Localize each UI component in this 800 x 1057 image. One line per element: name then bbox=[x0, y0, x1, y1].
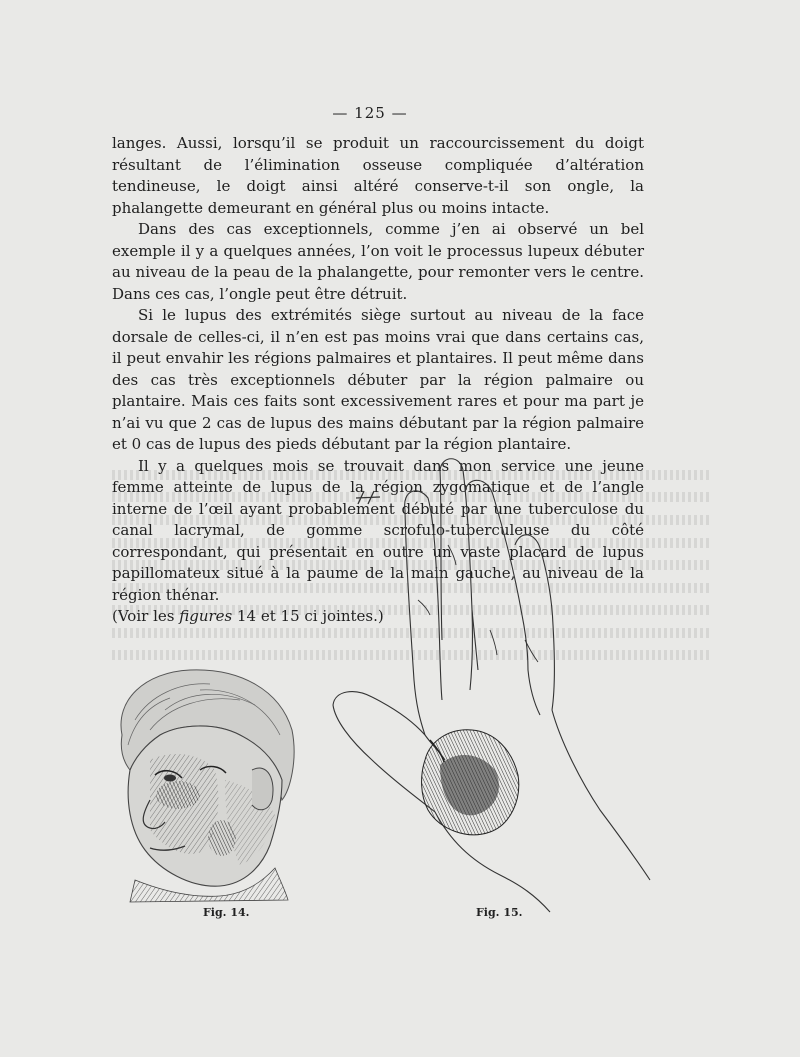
figure-15-caption: Fig. 15. bbox=[476, 906, 523, 919]
figure-reference-suffix: 14 et 15 ci jointes.) bbox=[232, 607, 384, 625]
paragraph-3: Si le lupus des extrémités siège surtout au niveau de la face dorsale de celles-ci, il n’en est pas moins vrai que dans certains cas, il peut envahir les régions palmaires et plantaires. Il peut même dans des cas très exceptionnels débuter par la région palmaire ou plantaire. Mais ces faits sont excessivement rares et pour ma part je n’ai vu que 2 cas de lupus des mains débutant par la région palmaire et 0 cas de lupus des pieds débutant par la région plantaire. bbox=[112, 306, 644, 453]
figure-14-caption: Fig. 14. bbox=[203, 906, 250, 919]
paragraph-4: Il y a quelques mois se trouvait dans mon service une jeune femme atteinte de lupus de la région zygomatique et de l’angle interne de l’œil ayant probablement débuté par une tuberculose du canal lacrymal, de gomme scrofulo-tuberculeuse du côté correspondant, qui présentait en outre un vaste placard de lupus papillomateux situé à la paume de la main gauche, au niveau de la région thénar. bbox=[112, 456, 644, 604]
figure-15-hand bbox=[333, 459, 650, 912]
page-number: — 125 — bbox=[332, 104, 408, 122]
paragraph-1: langes. Aussi, lorsqu’il se produit un raccourcissement du doigt résultant de l’élimination osseuse compliquée d’altération tendineuse, le doigt ainsi altéré conserve-t-il son ongle, la phalangette demeurant en général plus ou moins intacte. bbox=[112, 134, 644, 217]
paragraph-2: Dans des cas exceptionnels, comme j’en ai observé un bel exemple il y a quelques années, l’on voit le processus lupeux débuter au niveau de la peau de la phalangette, pour remonter vers le centre. Dans ces cas, l’ongle peut être détruit. bbox=[112, 220, 644, 303]
figure-reference-prefix: (Voir les bbox=[112, 607, 180, 625]
figure-reference-italic: figures bbox=[179, 607, 233, 625]
figure-14-portrait bbox=[121, 670, 294, 902]
